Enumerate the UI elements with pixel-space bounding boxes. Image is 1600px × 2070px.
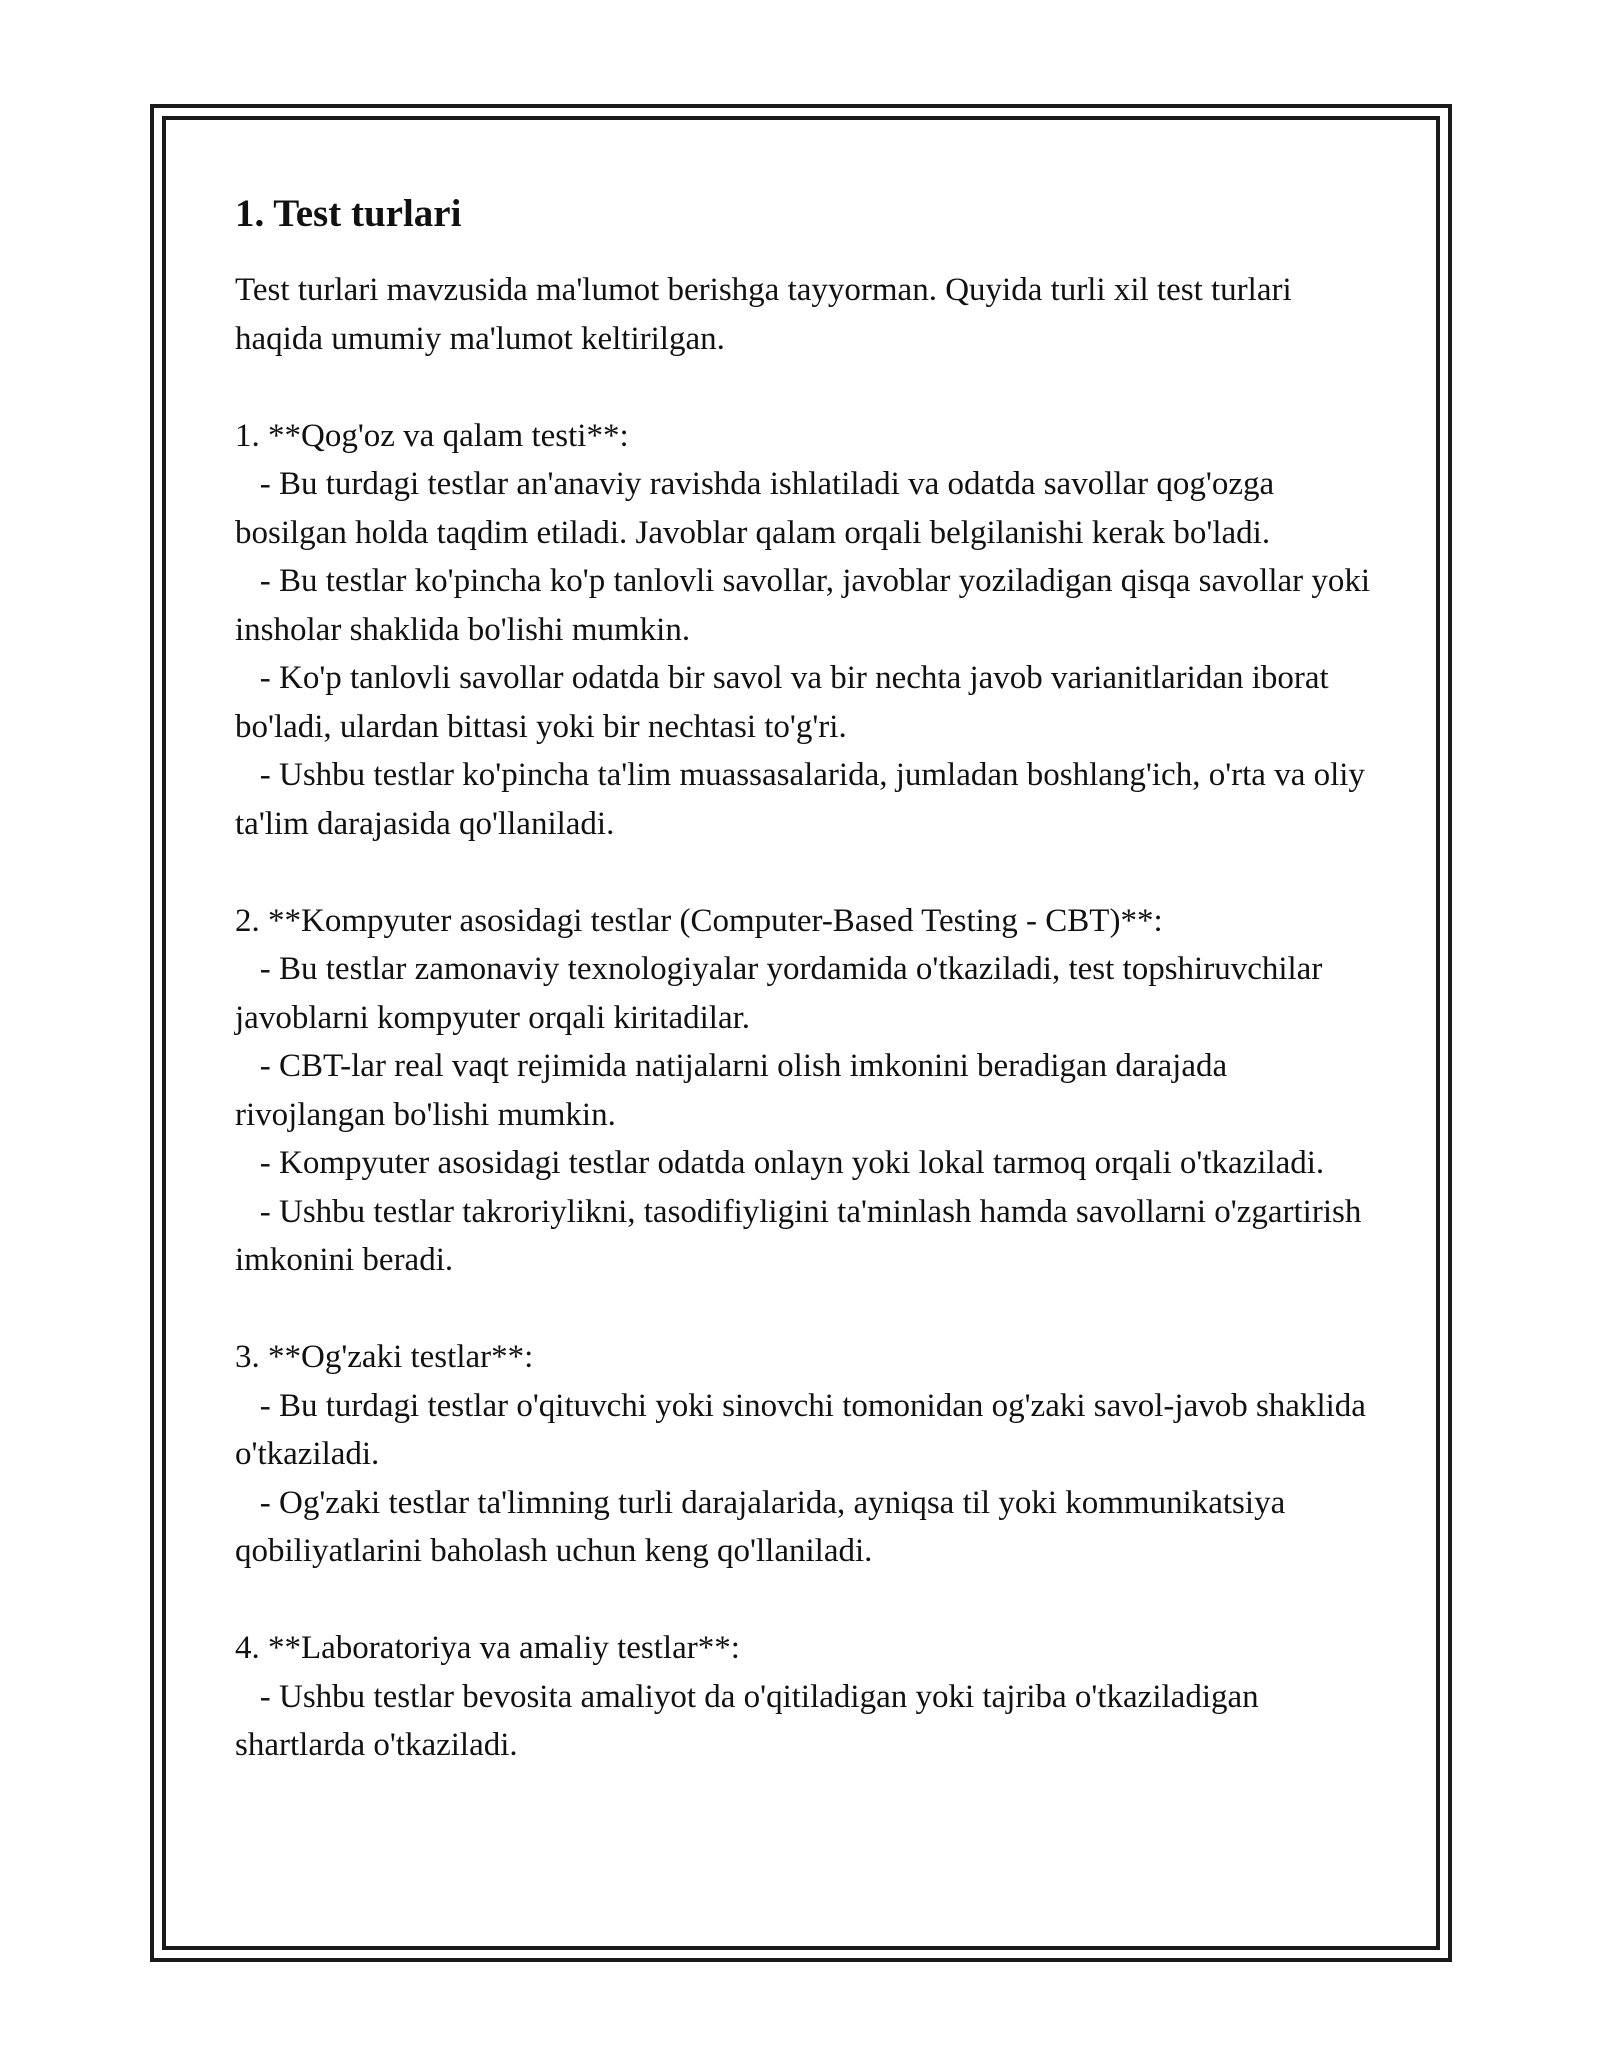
section-heading: 3. **Og'zaki testlar**:: [235, 1339, 534, 1375]
bullet-item: - Bu turdagi testlar an'anaviy ravishda ishlatiladi va odatda savollar qog'ozga bosilgan holda taqdim etiladi. Javoblar qalam orqali belgilanishi kerak bo'ladi.: [235, 466, 1283, 551]
bullet-item: - Bu turdagi testlar o'qituvchi yoki sinovchi tomonidan og'zaki savol-javob shaklida o'tkaziladi.: [235, 1387, 1375, 1472]
section-heading: 1. **Qog'oz va qalam testi**:: [235, 417, 629, 454]
bullet-item: - Kompyuter asosidagi testlar odatda onlayn yoki lokal tarmoq orqali o'tkaziladi.: [235, 1145, 1325, 1181]
spacer: [235, 1285, 1375, 1334]
bullet-item: - Bu testlar zamonaviy texnologiyalar yordamida o'tkaziladi, test topshiruvchilar javoblarni kompyuter orqali kiritadilar.: [235, 951, 1331, 1036]
section-computer-based-test: [235, 897, 1375, 1285]
intro-paragraph: Test turlari mavzusida ma'lumot berishga tayyorman. Quyida turli xil test turlari haqida umumiy ma'lumot keltirilgan.: [235, 272, 1300, 357]
section-heading: 2. **Kompyuter asosidagi testlar (Computer-Based Testing - CBT)**:: [235, 902, 1163, 939]
bullet-item: - Ushbu testlar takroriylikni, tasodifiyligini ta'minlash hamda savollarni o'zgartirish imkonini beradi.: [235, 1193, 1370, 1278]
bullet-item: - Bu testlar ko'pincha ko'p tanlovli savollar, javoblar yoziladigan qisqa savollar yoki insholar shaklida bo'lishi mumkin.: [235, 563, 1379, 648]
bullet-item: - Ushbu testlar bevosita amaliyot da o'qitiladigan yoki tajriba o'tkaziladigan shartlarda o'tkaziladi.: [235, 1678, 1267, 1763]
section-paper-test: [235, 412, 1379, 849]
bullet-item: - Og'zaki testlar ta'limning turli darajalarida, ayniqsa til yoki kommunikatsiya qobiliyatlarini baholash uchun keng qo'llaniladi.: [235, 1484, 1294, 1569]
spacer: [235, 1576, 1375, 1625]
section-laboratory-test: [235, 1624, 1375, 1770]
bullet-item: - CBT-lar real vaqt rejimida natijalarni olish imkonini beradigan darajada rivojlangan bo'lishi mumkin.: [235, 1048, 1236, 1133]
bullet-item: - Ushbu testlar ko'pincha ta'lim muassasalarida, jumladan boshlang'ich, o'rta va oliy ta'lim darajasida qo'llaniladi.: [235, 757, 1374, 842]
document-title: 1. Test turlari: [235, 192, 462, 235]
document-content: [235, 188, 1379, 1770]
spacer: [235, 848, 1375, 897]
section-heading: 4. **Laboratoriya va amaliy testlar**:: [235, 1630, 740, 1666]
section-oral-test: [235, 1333, 1375, 1576]
bullet-item: - Ko'p tanlovli savollar odatda bir savol va bir nechta javob varianitlaridan iborat bo'ladi, ulardan bittasi yoki bir nechtasi to'g'ri.: [235, 660, 1337, 745]
spacer: [235, 363, 1375, 412]
